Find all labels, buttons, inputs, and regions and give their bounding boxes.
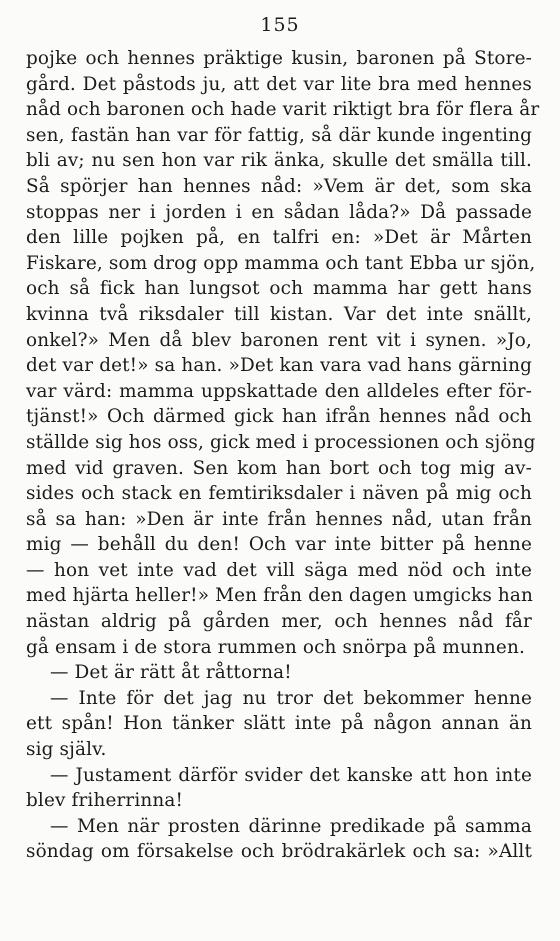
- text-line: stoppas ner i jorden i en sådan låda?» Då passade: [26, 201, 532, 223]
- text-line: Fiskare, som drog opp mamma och tant Ebba ur sjön,: [26, 252, 536, 274]
- text-line: — Inte för det jag nu tror det bekommer henne: [50, 687, 532, 709]
- text-line: sen, fastän han var för fattig, så där kunde ingenting: [26, 124, 532, 146]
- text-line: nästan aldrig på gården mer, och hennes nåd får: [26, 611, 532, 633]
- text-line: — Men när prosten därinne predikade på samma: [50, 815, 532, 837]
- text-line: söndag om försakelse och brödrakärlek och sa: »Allt: [26, 841, 532, 863]
- text-line: — Det är rätt åt råttorna!: [50, 662, 292, 684]
- text-line: bli av; nu sen hon var rik änka, skulle det smälla till.: [26, 150, 532, 172]
- text-line: onkel?» Men då blev baronen rent vit i synen. »Jo,: [26, 329, 532, 351]
- text-line: nåd och baronen och hade varit riktigt bra för flera år: [26, 99, 540, 121]
- text-line: Så spörjer han hennes nåd: »Vem är det, som ska: [26, 175, 532, 197]
- text-line: kvinna två riksdaler till kistan. Var det inte snällt,: [26, 303, 532, 325]
- text-line: den lille pojken på, en talfri en: »Det är Mårten: [26, 227, 532, 249]
- text-line: blev friherrinna!: [26, 790, 184, 812]
- page-number: 155: [260, 14, 300, 36]
- text-line: ställde sig hos oss, gick med i processionen och sjöng: [26, 431, 536, 453]
- text-line: — Justament därför svider det kanske att hon inte: [50, 764, 532, 786]
- text-line: tjänst!» Och därmed gick han ifrån hennes nåd och: [26, 406, 532, 428]
- text-line: och så fick han lungsot och mamma har gett hans: [26, 278, 532, 300]
- text-line: mig — behåll du den! Och var inte bitter på henne: [26, 534, 532, 556]
- book-page-text: [26, 46, 540, 865]
- text-line: ett spån! Hon tänker slätt inte på någon annan än: [26, 713, 532, 735]
- text-line: med hjärta heller!» Men från den dagen umgicks han: [26, 585, 534, 607]
- text-line: var värd: mamma uppskattade den alldeles efter för-: [26, 380, 532, 402]
- text-line: det var det!» sa han. »Det kan vara vad hans gärning: [26, 355, 532, 377]
- text-line: — hon vet inte vad det vill säga med nöd och inte: [26, 559, 532, 581]
- text-line: gå ensam i de stora rummen och snörpa på munnen.: [26, 636, 525, 658]
- text-line: sides och stack en femtiriksdaler i näven på mig och: [26, 483, 532, 505]
- text-line: med vid graven. Sen kom han bort och tog mig av-: [26, 457, 532, 479]
- text-line: pojke och hennes präktige kusin, baronen på Store-: [26, 48, 532, 69]
- text-line: gård. Det påstods ju, att det var lite bra med hennes: [26, 73, 532, 95]
- text-line: sig själv.: [26, 739, 107, 761]
- text-line: så sa han: »Den är inte från hennes nåd, utan från: [26, 508, 532, 530]
